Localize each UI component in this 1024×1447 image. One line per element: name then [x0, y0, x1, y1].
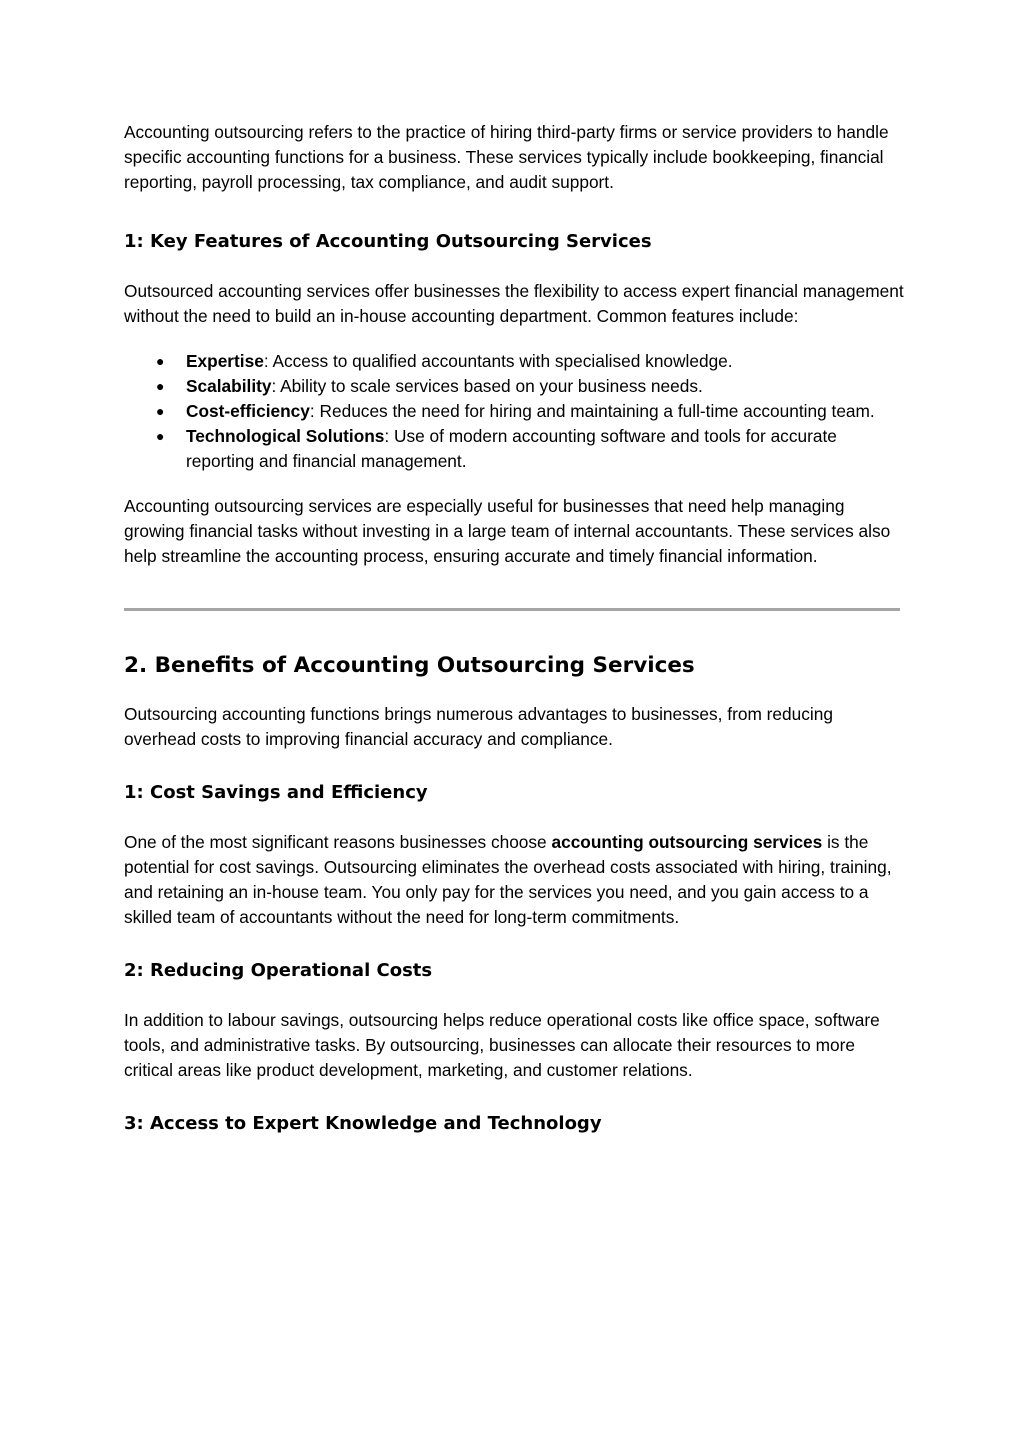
sub1-lead: One of the most significant reasons businesses choose [124, 832, 552, 852]
bullet-icon: ● [156, 353, 165, 369]
sub2-heading: 2: Reducing Operational Costs [124, 960, 433, 981]
bullet-icon: ● [156, 403, 165, 419]
sub3-heading: 3: Access to Expert Knowledge and Technology [124, 1113, 602, 1134]
feature-term: Cost-efficiency [186, 401, 310, 421]
list-item [124, 374, 904, 399]
feature-desc: : Access to qualified accountants with specialised knowledge. [263, 351, 733, 371]
sub1-heading: 1: Cost Savings and Efficiency [124, 782, 428, 803]
document-page [124, 120, 904, 1138]
intro-paragraph: Accounting outsourcing refers to the practice of hiring third-party firms or service providers to handle specific accounting functions for a business. These services typically include bookkeeping, financial reporting, payroll processing, tax compliance, and audit support. [124, 122, 889, 192]
section1-heading: 1: Key Features of Accounting Outsourcing Services [124, 231, 652, 252]
bullet-icon: ● [156, 428, 165, 444]
section1-closing-paragraph: Accounting outsourcing services are especially useful for businesses that need help managing growing financial tasks without investing in a large team of internal accountants. These services also help streamline the accounting process, ensuring accurate and timely financial information. [124, 496, 891, 566]
list-item [124, 399, 904, 424]
bullet-icon: ● [156, 378, 165, 394]
section2-intro-paragraph: Outsourcing accounting functions brings numerous advantages to businesses, from reducing overhead costs to improving financial accuracy and compliance. [124, 704, 833, 749]
sub2-paragraph: In addition to labour savings, outsourcing helps reduce operational costs like office space, software tools, and administrative tasks. By outsourcing, businesses can allocate their resources to more critical areas like product development, marketing, and customer relations. [124, 1010, 880, 1080]
feature-desc: : Reduces the need for hiring and maintaining a full-time accounting team. [309, 401, 875, 421]
section2-heading: 2. Benefits of Accounting Outsourcing Services [124, 653, 695, 678]
sub1-rest: is the potential for cost savings. Outsourcing eliminates the overhead costs associated with hiring, training, and retaining an in-house team. You only pay for the services you need, and you gain access to a skilled team of accountants without the need for long-term commitments. [124, 832, 892, 927]
sub1-paragraph [124, 830, 904, 930]
feature-desc: : Ability to scale services based on your business needs. [271, 376, 703, 396]
features-list [124, 349, 904, 474]
section1-intro-paragraph: Outsourced accounting services offer businesses the flexibility to access expert financial management without the need to build an in-house accounting department. Common features include: [124, 281, 904, 326]
feature-term: Expertise [186, 351, 264, 371]
list-item [124, 349, 904, 374]
feature-term: Scalability [186, 376, 272, 396]
list-item [124, 424, 904, 474]
feature-term: Technological Solutions [186, 426, 385, 446]
feature-desc: : Use of modern accounting software and tools for accurate reporting and financial management. [186, 426, 837, 471]
sub1-bold-phrase: accounting outsourcing services [551, 832, 823, 852]
